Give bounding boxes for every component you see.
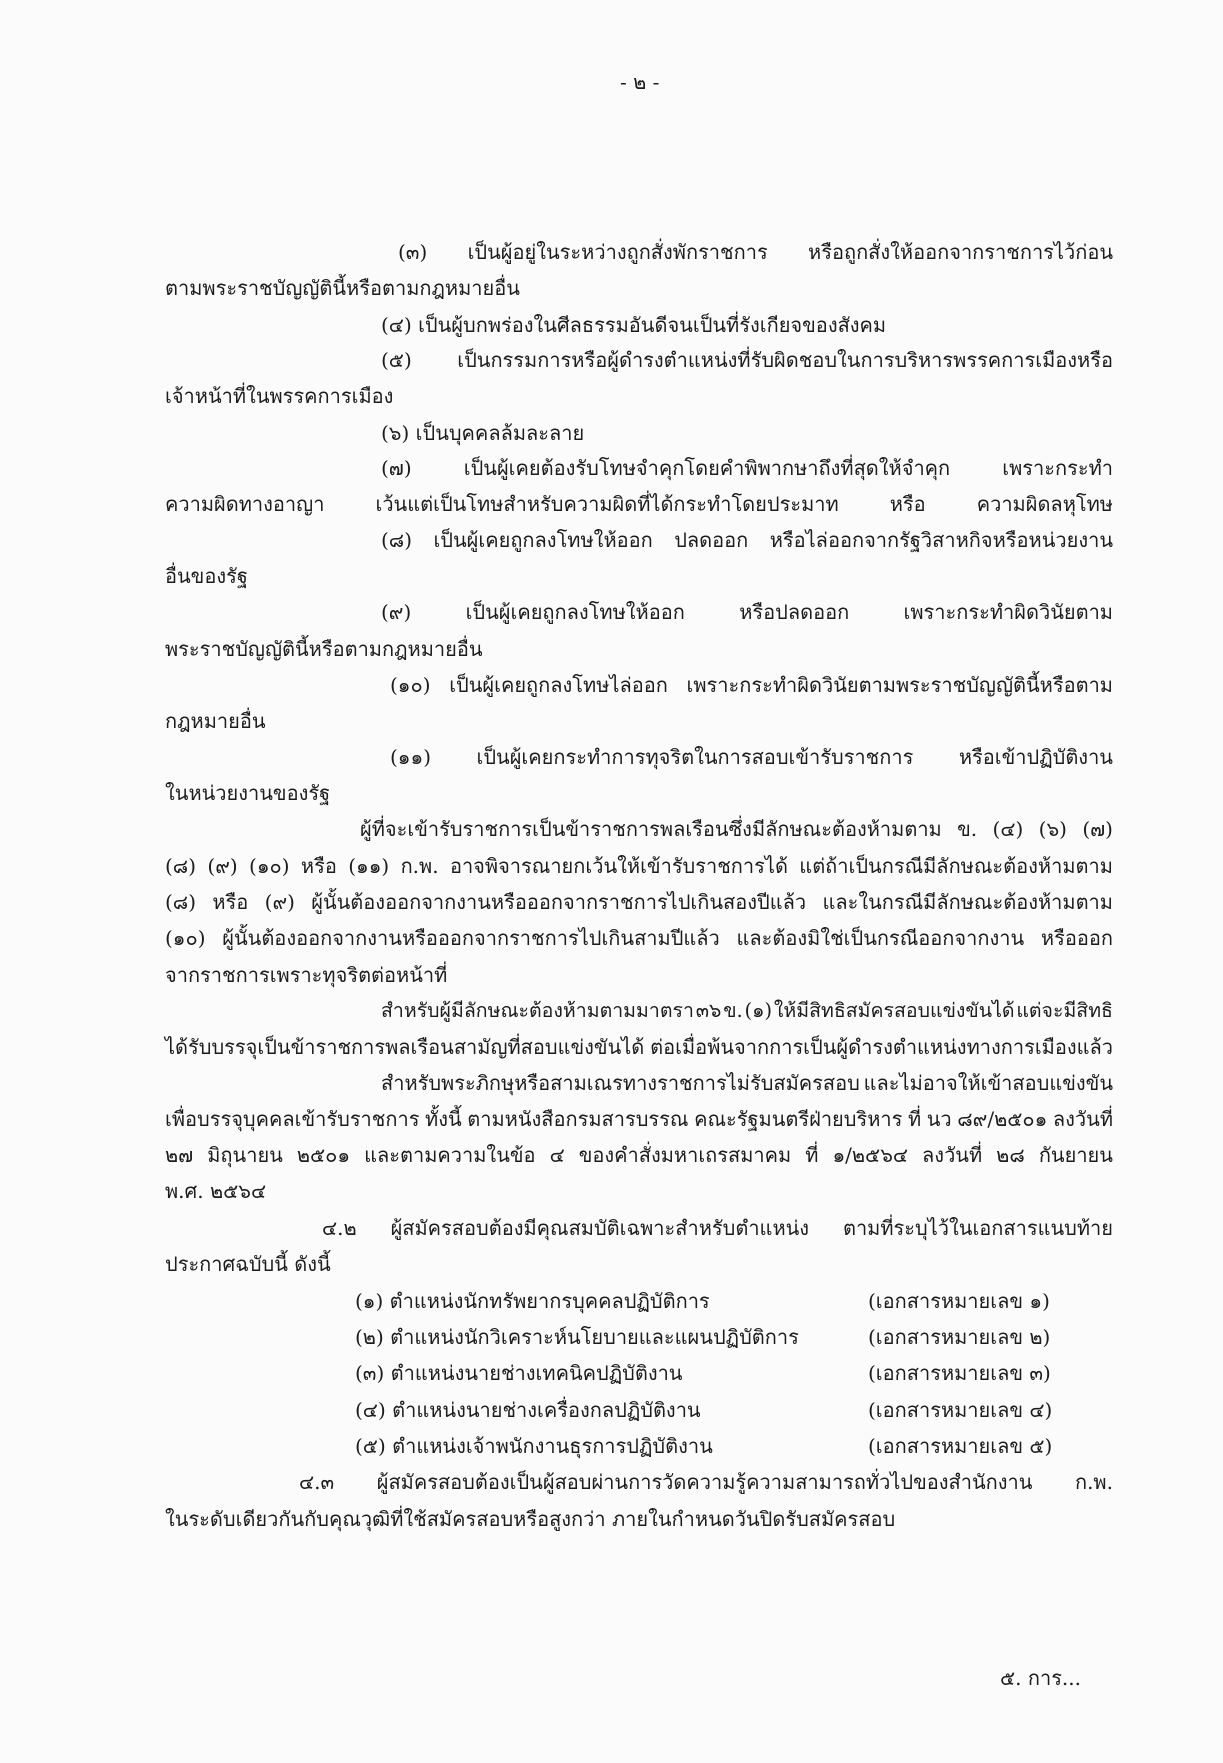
- text-line: (๙) เป็นผู้เคยถูกลงโทษให้ออก หรือปลดออก เพราะกระทำผิดวินัยตาม: [381, 600, 1113, 624]
- document-reference: (เอกสารหมายเลข ๑): [868, 1289, 1050, 1313]
- footer-continuation: ๕. การ...: [1000, 1666, 1082, 1690]
- text-line: (๑๐) ผู้นั้นต้องออกจากงานหรือออกจากราชการไปเกินสามปีแล้ว และต้องมิใช่เป็นกรณีออกจากงาน หรือออก: [165, 926, 1113, 950]
- text-line: (๘) หรือ (๙) ผู้นั้นต้องออกจากงานหรือออกจากราชการไปเกินสองปีแล้ว และในกรณีมีลักษณะต้องห้ามตาม: [165, 890, 1113, 914]
- text-line: ๔.๒ ผู้สมัครสอบต้องมีคุณสมบัติเฉพาะสำหรับตำแหน่ง ตามที่ระบุไว้ในเอกสารแนบท้าย: [322, 1216, 1113, 1240]
- text-line: (๘) เป็นผู้เคยถูกลงโทษให้ออก ปลดออก หรือไล่ออกจากรัฐวิสาหกิจหรือหน่วยงาน: [381, 528, 1113, 552]
- text-line: เพื่อบรรจุบุคคลเข้ารับราชการ ทั้งนี้ ตามหนังสือกรมสารบรรณ คณะรัฐมนตรีฝ่ายบริหาร ที่ นว ๘๙/๒๕๐๑ ลงวันที่: [165, 1107, 1113, 1131]
- text-line: (๓) เป็นผู้อยู่ในระหว่างถูกสั่งพักราชการ หรือถูกสั่งให้ออกจากราชการไว้ก่อน: [398, 240, 1113, 264]
- text-line: พระราชบัญญัตินี้หรือตามกฎหมายอื่น: [165, 637, 483, 661]
- text-line: ๒๗ มิถุนายน ๒๕๐๑ และตามความในข้อ ๔ ของคำสั่งมหาเถรสมาคม ที่ ๑/๒๕๖๔ ลงวันที่ ๒๘ กันยายน: [165, 1143, 1113, 1167]
- position-title: (๒) ตำแหน่งนักวิเคราะห์นโยบายและแผนปฏิบัติการ: [355, 1325, 799, 1349]
- text-line: (๖) เป็นบุคคลล้มละลาย: [381, 421, 585, 445]
- page-number: - ๒ -: [620, 70, 660, 94]
- text-line: ในระดับเดียวกันกับคุณวุฒิที่ใช้สมัครสอบหรือสูงกว่า ภายในกำหนดวันปิดรับสมัครสอบ: [165, 1507, 896, 1531]
- position-title: (๔) ตำแหน่งนายช่างเครื่องกลปฏิบัติงาน: [355, 1398, 701, 1422]
- document-reference: (เอกสารหมายเลข ๓): [868, 1361, 1051, 1385]
- position-title: (๓) ตำแหน่งนายช่างเทคนิคปฏิบัติงาน: [355, 1361, 683, 1385]
- position-title: (๑) ตำแหน่งนักทรัพยากรบุคคลปฏิบัติการ: [355, 1289, 710, 1313]
- document-reference: (เอกสารหมายเลข ๒): [868, 1325, 1051, 1349]
- text-line: ในหน่วยงานของรัฐ: [165, 781, 331, 805]
- text-line: (๗) เป็นผู้เคยต้องรับโทษจำคุกโดยคำพิพากษาถึงที่สุดให้จำคุก เพราะกระทำ: [381, 456, 1113, 480]
- text-line: ๔.๓ ผู้สมัครสอบต้องเป็นผู้สอบผ่านการวัดความรู้ความสามารถทั่วไปของสำนักงาน ก.พ.: [299, 1470, 1113, 1494]
- text-line: (๑๐) เป็นผู้เคยถูกลงโทษไล่ออก เพราะกระทำผิดวินัยตามพระราชบัญญัตินี้หรือตาม: [390, 673, 1113, 697]
- text-line: อื่นของรัฐ: [165, 564, 248, 588]
- text-line: ได้รับบรรจุเป็นข้าราชการพลเรือนสามัญที่สอบแข่งขันได้ ต่อเมื่อพ้นจากการเป็นผู้ดำรงตำแหน่งทางการเมืองแล้ว: [165, 1035, 1113, 1059]
- text-line: ผู้ที่จะเข้ารับราชการเป็นข้าราชการพลเรือนซึ่งมีลักษณะต้องห้ามตาม ข. (๔) (๖) (๗): [360, 817, 1113, 841]
- text-line: พ.ศ. ๒๕๖๔: [165, 1179, 267, 1203]
- text-line: กฎหมายอื่น: [165, 709, 266, 733]
- document-reference: (เอกสารหมายเลข ๕): [868, 1434, 1053, 1458]
- text-line: จากราชการเพราะทุจริตต่อหน้าที่: [165, 963, 448, 987]
- position-title: (๕) ตำแหน่งเจ้าพนักงานธุรการปฏิบัติงาน: [355, 1434, 713, 1458]
- text-line: ประกาศฉบับนี้ ดังนี้: [165, 1252, 331, 1276]
- text-line: (๑๑) เป็นผู้เคยกระทำการทุจริตในการสอบเข้ารับราชการ หรือเข้าปฏิบัติงาน: [390, 745, 1113, 769]
- text-line: ตามพระราชบัญญัตินี้หรือตามกฎหมายอื่น: [165, 276, 520, 300]
- text-line: (๘) (๙) (๑๐) หรือ (๑๑) ก.พ. อาจพิจารณายกเว้นให้เข้ารับราชการได้ แต่ถ้าเป็นกรณีมีลักษณะต้องห้ามตาม: [165, 854, 1113, 878]
- text-line: เจ้าหน้าที่ในพรรคการเมือง: [165, 384, 394, 408]
- document-reference: (เอกสารหมายเลข ๔): [868, 1398, 1053, 1422]
- text-line: (๔) เป็นผู้บกพร่องในศีลธรรมอันดีจนเป็นที่รังเกียจของสังคม: [381, 313, 887, 337]
- text-line: (๕) เป็นกรรมการหรือผู้ดำรงตำแหน่งที่รับผิดชอบในการบริหารพรรคการเมืองหรือ: [381, 348, 1113, 372]
- text-line: ความผิดทางอาญา เว้นแต่เป็นโทษสำหรับความผิดที่ได้กระทำโดยประมาท หรือ ความผิดลหุโทษ: [165, 492, 1113, 516]
- text-line: สำหรับผู้มีลักษณะต้องห้ามตามมาตรา ๓๖ ข. (๑) ให้มีสิทธิสมัครสอบแข่งขันได้ แต่จะมีสิทธิ: [381, 999, 1113, 1022]
- text-line: สำหรับพระภิกษุหรือสามเณรทางราชการไม่รับสมัครสอบ และไม่อาจให้เข้าสอบแข่งขัน: [381, 1071, 1113, 1095]
